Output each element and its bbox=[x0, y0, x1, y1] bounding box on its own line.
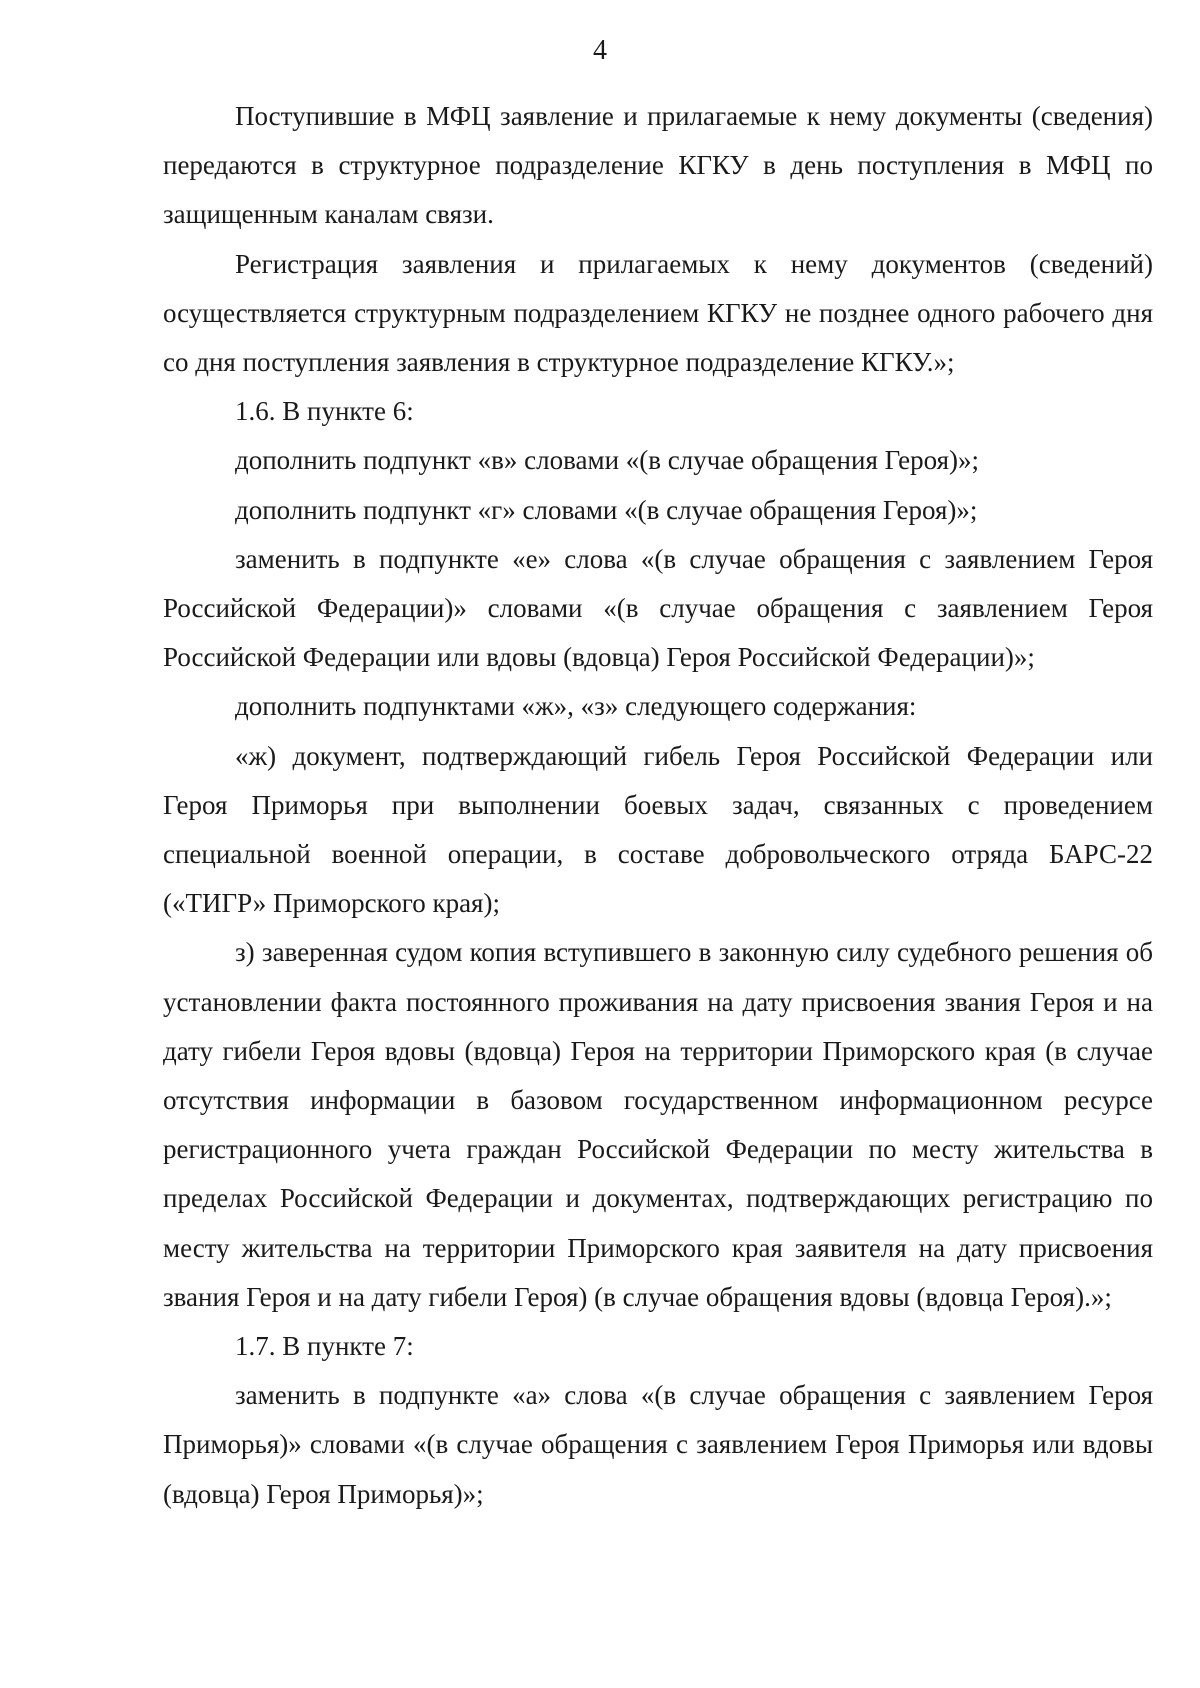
paragraph-subitem-g: дополнить подпункт «г» словами «(в случае обращения Героя)»; bbox=[235, 494, 978, 525]
paragraph-mfc-transfer: Поступившие в МФЦ заявление и прилагаемые к нему документы (сведения) передаются в структурное подразделение КГКУ в день поступления в МФЦ по защищенным каналам связи. bbox=[163, 101, 1153, 230]
paragraph-registration: Регистрация заявления и прилагаемых к нему документов (сведений) осуществляется структурным подразделением КГКУ не позднее одного рабочего дня со дня поступления заявления в структурное подразделение КГКУ.»; bbox=[163, 248, 1153, 378]
paragraph-subitem-e: заменить в подпункте «е» слова «(в случае обращения с заявлением Героя Российской Федерации)» словами «(в случае обращения с заявлением Героя Российской Федерации или вдовы (вдовца) Героя Российской Федерации)»; bbox=[163, 543, 1153, 673]
page-number: 4 bbox=[593, 35, 607, 66]
paragraph-subitem-v: дополнить подпункт «в» словами «(в случае обращения Героя)»; bbox=[235, 445, 980, 476]
document-body bbox=[163, 92, 1153, 1519]
paragraph-section-1-6: 1.6. В пункте 6: bbox=[235, 396, 414, 427]
paragraph-add-subitems: дополнить подпунктами «ж», «з» следующего содержания: bbox=[235, 691, 917, 722]
paragraph-subitem-z: з) заверенная судом копия вступившего в законную силу судебного решения об установлении факта постоянного проживания на дату присвоения звания Героя и на дату гибели Героя вдовы (вдовца) Героя на территории Приморского края (в случае отсутствия информации в базовом государственном информационном ресурсе регистрационного учета граждан Российской Федерации по месту жительства в пределах Российской Федерации и документах, подтверждающих регистрацию по месту жительства на территории Приморского края заявителя на дату присвоения звания Героя и на дату гибели Героя) (в случае обращения вдовы (вдовца Героя).»; bbox=[163, 937, 1153, 1312]
paragraph-subitem-zh: «ж) документ, подтверждающий гибель Героя Российской Федерации или Героя Приморья при выполнении боевых задач, связанных с проведением специальной военной операции, в составе добровольческого отряда БАРС-22 («ТИГР» Приморского края); bbox=[163, 740, 1153, 919]
paragraph-section-1-7: 1.7. В пункте 7: bbox=[235, 1331, 414, 1362]
paragraph-subitem-a: заменить в подпункте «а» слова «(в случае обращения с заявлением Героя Приморья)» словами «(в случае обращения с заявлением Героя Приморья или вдовы (вдовца) Героя Приморья)»; bbox=[163, 1380, 1153, 1509]
